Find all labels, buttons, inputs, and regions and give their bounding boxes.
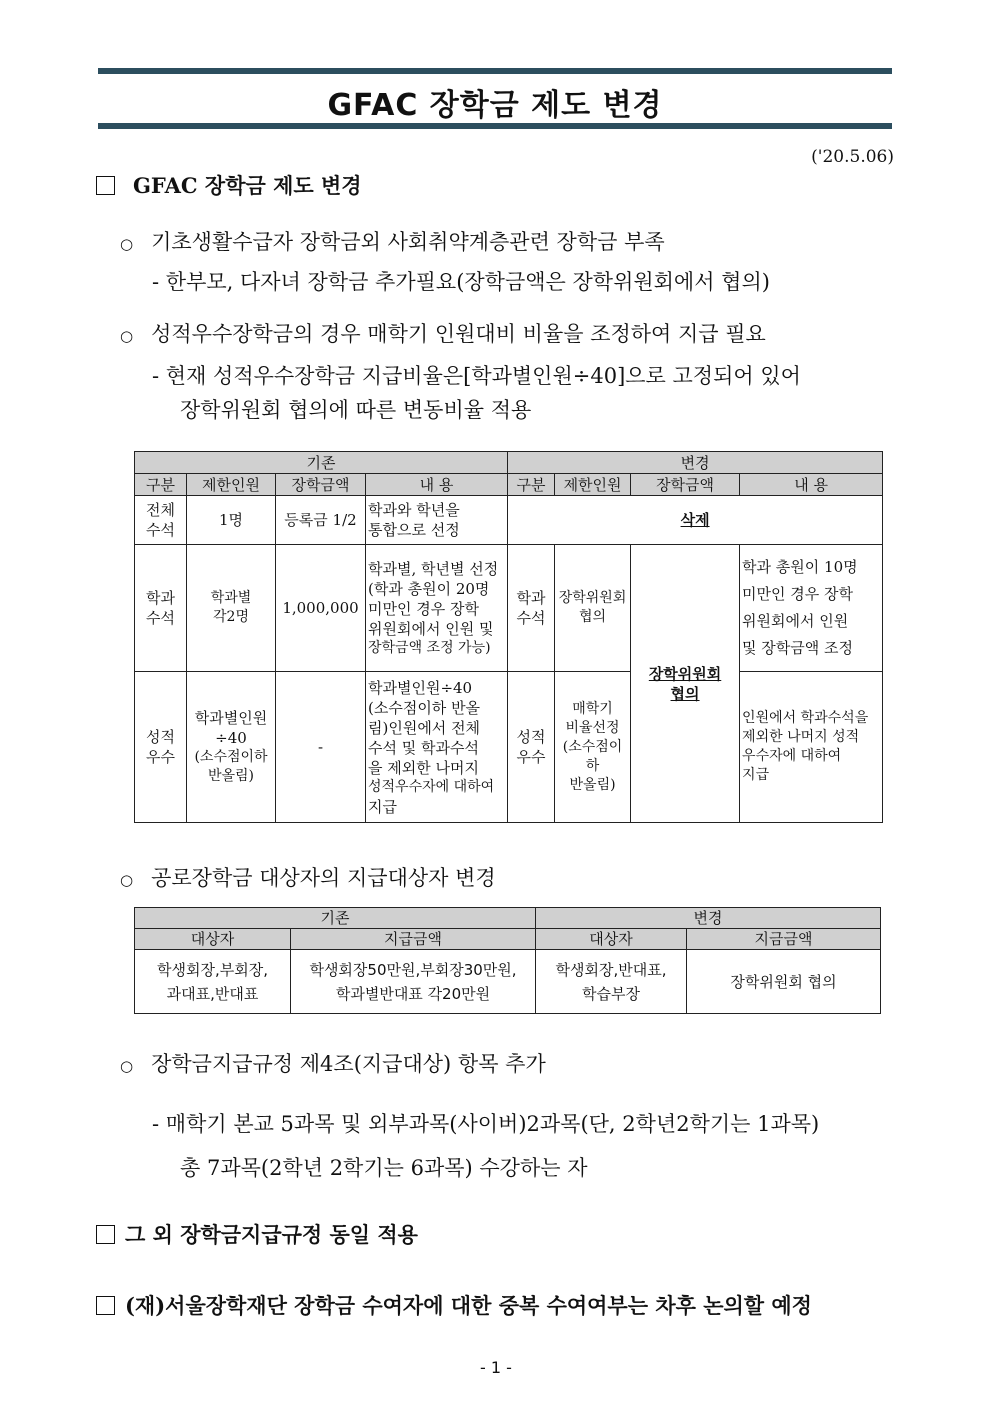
document-date: ('20.5.06)	[811, 147, 894, 167]
table-row	[135, 950, 881, 1014]
col-header: 내 용	[740, 474, 883, 496]
section-heading-other	[96, 1219, 418, 1249]
cell-new-limit: 매학기 비율선정 (소수점이하 반올림)	[555, 672, 631, 823]
document-title: GFAC 장학금 제도 변경	[327, 88, 663, 123]
table-row	[135, 672, 883, 823]
section-heading-seoul	[96, 1290, 812, 1320]
group-header-new: 변경	[508, 452, 883, 474]
cell-new-kind: 학과 수석	[508, 545, 555, 672]
circle-bullet-icon: ○	[120, 235, 134, 253]
bullet-text: 성적우수장학금의 경우 매학기 인원대비 비율을 조정하여 지급 필요	[151, 322, 766, 346]
sub-item-1: - 한부모, 다자녀 장학금 추가필요(장학금액은 장학위원회에서 협의)	[152, 270, 770, 294]
cell-kind: 전체 수석	[135, 496, 187, 545]
cell-amount: 1,000,000	[276, 545, 366, 672]
sub-item-4-cont: 총 7과목(2학년 2학기는 6과목) 수강하는 자	[180, 1156, 588, 1180]
cell-new-content: 학과 총원이 10명 미만인 경우 장학 위원회에서 인원 및 장학금액 조정	[740, 545, 883, 672]
sub-text: 현재 성적우수장학금 지급비율은[학과별인원÷40]으로 고정되어 있어	[165, 364, 801, 388]
bullet-item-3	[120, 862, 496, 892]
cell-old-target: 학생회장,부회장, 과대표,반대표	[135, 950, 291, 1014]
cell-kind: 성적 우수	[135, 672, 187, 823]
cell-old-amount: 학생회장50만원,부회장30만원, 학과별반대표 각20만원	[291, 950, 536, 1014]
circle-bullet-icon: ○	[120, 327, 134, 345]
scholarship-comparison-table	[134, 451, 883, 823]
cell-content: 학과와 학년을 통합으로 선정	[366, 496, 508, 545]
cell-amount: -	[276, 672, 366, 823]
col-header: 장학금액	[276, 474, 366, 496]
bullet-item-4	[120, 1048, 546, 1078]
cell-amount: 등록금 1/2	[276, 496, 366, 545]
cell-new-content: 인원에서 학과수석을 제외한 나머지 성적 우수자에 대하여 지급	[740, 672, 883, 823]
col-header: 대상자	[536, 929, 687, 950]
sub-item-2-cont: 장학위원회 협의에 따른 변동비율 적용	[180, 398, 532, 422]
bullet-item-2	[120, 318, 766, 348]
col-header: 제한인원	[187, 474, 276, 496]
cell-new-amount: 장학위원회 협의	[687, 950, 881, 1014]
col-header: 지금금액	[687, 929, 881, 950]
cell-kind: 학과 수석	[135, 545, 187, 672]
checkbox-square-icon	[96, 1225, 115, 1244]
section-heading-text: (재)서울장학재단 장학금 수여자에 대한 중복 수여여부는 차후 논의할 예정	[125, 1293, 812, 1318]
cell-limit: 학과별인원 ÷40 (소수점이하 반올림)	[187, 672, 276, 823]
sub-item-2: - 현재 성적우수장학금 지급비율은[학과별인원÷40]으로 고정되어 있어	[152, 364, 801, 388]
col-header: 장학금액	[631, 474, 740, 496]
bullet-text: 공로장학금 대상자의 지급대상자 변경	[151, 866, 496, 890]
bullet-item-1	[120, 226, 665, 256]
cell-new-amount: 장학위원회 협의	[631, 545, 740, 823]
table-row	[135, 545, 883, 672]
sub-text: 매학기 본교 5과목 및 외부과목(사이버)2과목(단, 2학년2학기는 1과목)	[165, 1112, 820, 1136]
col-header: 지급금액	[291, 929, 536, 950]
section-heading-gfac	[96, 170, 362, 200]
cell-new-kind: 성적 우수	[508, 672, 555, 823]
cell-limit: 1명	[187, 496, 276, 545]
title-top-rule	[98, 68, 892, 74]
bullet-text: 장학금지급규정 제4조(지급대상) 항목 추가	[151, 1052, 546, 1076]
col-header: 구분	[508, 474, 555, 496]
section-heading-text: 그 외 장학금지급규정 동일 적용	[125, 1222, 418, 1247]
table-row	[135, 496, 883, 545]
col-header: 구분	[135, 474, 187, 496]
circle-bullet-icon: ○	[120, 871, 134, 889]
cell-limit: 학과별 각2명	[187, 545, 276, 672]
circle-bullet-icon: ○	[120, 1057, 134, 1075]
col-header: 내 용	[366, 474, 508, 496]
col-header: 제한인원	[555, 474, 631, 496]
checkbox-square-icon	[96, 176, 115, 195]
group-header-new: 변경	[536, 908, 881, 929]
cell-new-target: 학생회장,반대표, 학습부장	[536, 950, 687, 1014]
group-header-old: 기존	[135, 908, 536, 929]
bullet-text: 기초생활수급자 장학금외 사회취약계층관련 장학금 부족	[151, 230, 665, 254]
merit-scholarship-table	[134, 907, 881, 1014]
section-heading-text: GFAC 장학금 제도 변경	[133, 173, 362, 198]
cell-content: 학과별, 학년별 선정 (학과 총원이 20명 미만인 경우 장학 위원회에서 인원 및 장학금액 조정 가능)	[366, 545, 508, 672]
checkbox-square-icon	[96, 1296, 115, 1315]
cell-deleted	[508, 496, 883, 545]
deleted-label: 삭제	[680, 511, 710, 529]
title-bottom-rule	[98, 123, 892, 129]
cell-content: 학과별인원÷40 (소수점이하 반올 림)인원에서 전체 수석 및 학과수석 을 제외한 나머지 성적우수자에 대하여 지급	[366, 672, 508, 823]
group-header-old: 기존	[135, 452, 508, 474]
page-number: - 1 -	[480, 1358, 512, 1377]
cell-new-limit: 장학위원회 협의	[555, 545, 631, 672]
sub-item-4: - 매학기 본교 5과목 및 외부과목(사이버)2과목(단, 2학년2학기는 1과목)	[152, 1112, 820, 1136]
col-header: 대상자	[135, 929, 291, 950]
sub-text: 한부모, 다자녀 장학금 추가필요(장학금액은 장학위원회에서 협의)	[165, 270, 770, 294]
